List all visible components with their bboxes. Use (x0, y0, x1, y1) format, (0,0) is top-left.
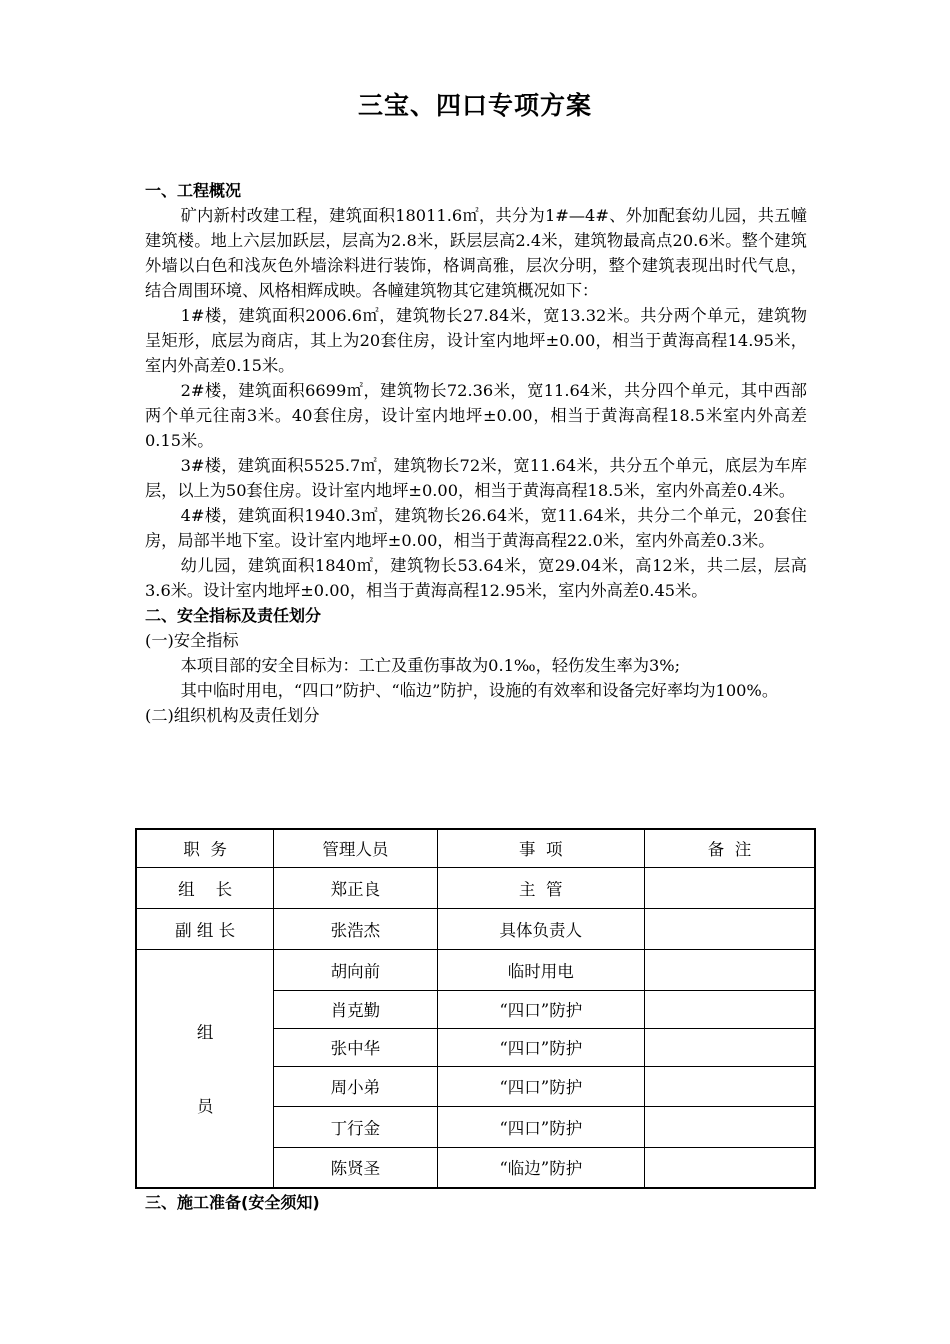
table-row (136, 908, 815, 949)
cell-manager: 张浩杰 (274, 908, 437, 949)
header-task: 事 项 (437, 829, 644, 867)
paragraph-safety-target: 本项目部的安全目标为：工亡及重伤事故为0.1‰，轻伤发生率为3%; (180, 656, 681, 675)
cell-remarks (644, 1147, 815, 1188)
cell-member-label (136, 949, 274, 1188)
table-row (136, 867, 815, 908)
paragraph-building-4: 4#楼，建筑面积1940.3㎡，建筑物长26.64米，宽11.64米，共分二个单元，20套住房，局部半地下室。设计室内地坪±0.00，相当于黄海高程22.0米，室内外高差0.3米。 (145, 506, 807, 550)
organization-table (135, 828, 816, 1189)
member-label-bottom: 员 (196, 1097, 214, 1117)
cell-manager: 胡向前 (274, 949, 437, 990)
cell-task: “四口”防护 (437, 1066, 644, 1106)
cell-task: “四口”防护 (437, 1028, 644, 1066)
cell-remarks (644, 1028, 815, 1066)
paragraph-overview: 矿内新村改建工程，建筑面积18011.6㎡，共分为1#—4#、外加配套幼儿园，共五幢建筑楼。地上六层加跃层，层高为2.8米，跃层层高2.4米，建筑物最高点20.6米。整个建筑外墙以白色和浅灰色外墙涂料进行装饰，格调高雅，层次分明，整个建筑表现出时代气息，结合周围环境、风格相辉成映。各幢建筑物其它建筑概况如下： (145, 206, 807, 300)
table-header-row (136, 829, 815, 867)
cell-remarks (644, 949, 815, 990)
document-body (145, 178, 807, 728)
document-title: 三宝、四口专项方案 (357, 91, 592, 120)
subheading-safety-targets: (一)安全指标 (145, 631, 239, 650)
cell-remarks (644, 1106, 815, 1147)
cell-task: “四口”防护 (437, 990, 644, 1028)
section-heading-preparation: 三、施工准备(安全须知) (145, 1193, 320, 1212)
member-label-top: 组 (196, 1023, 214, 1043)
cell-task: “临边”防护 (437, 1147, 644, 1188)
header-manager: 管理人员 (274, 829, 437, 867)
cell-remarks (644, 908, 815, 949)
cell-manager: 郑正良 (274, 867, 437, 908)
cell-manager: 丁行金 (274, 1106, 437, 1147)
header-position: 职 务 (136, 829, 274, 867)
subheading-organization: (二)组织机构及责任划分 (145, 706, 320, 725)
cell-position: 副 组 长 (136, 908, 274, 949)
paragraph-safety-rates: 其中临时用电，“四口”防护、“临边”防护，设施的有效率和设备完好率均为100%。 (180, 681, 779, 700)
paragraph-building-3: 3#楼，建筑面积5525.7㎡，建筑物长72米，宽11.64米，共分五个单元，底层为车库层，以上为50套住房。设计室内地坪±0.00，相当于黄海高程18.5米，室内外高差0.4米。 (145, 456, 807, 500)
cell-task: “四口”防护 (437, 1106, 644, 1147)
cell-manager: 张中华 (274, 1028, 437, 1066)
section-heading-safety: 二、安全指标及责任划分 (145, 606, 322, 625)
paragraph-building-2: 2#楼，建筑面积6699㎡，建筑物长72.36米，宽11.64米，共分四个单元，其中西部两个单元往南3米。40套住房，设计室内地坪±0.00，相当于黄海高程18.5米室内外高差0.15米。 (145, 381, 807, 450)
header-remarks: 备 注 (644, 829, 815, 867)
section-heading-overview: 一、工程概况 (145, 181, 242, 200)
cell-manager: 肖克勤 (274, 990, 437, 1028)
paragraph-kindergarten: 幼儿园，建筑面积1840㎡，建筑物长53.64米，宽29.04米，高12米，共二层，层高3.6米。设计室内地坪±0.00，相当于黄海高程12.95米，室内外高差0.45米。 (145, 556, 807, 600)
cell-task: 临时用电 (437, 949, 644, 990)
cell-remarks (644, 867, 815, 908)
cell-task: 主 管 (437, 867, 644, 908)
table-row (136, 949, 815, 990)
cell-remarks (644, 990, 815, 1028)
paragraph-building-1: 1#楼，建筑面积2006.6㎡，建筑物长27.84米，宽13.32米。共分两个单元，建筑物呈矩形，底层为商店，其上为20套住房，设计室内地坪±0.00，相当于黄海高程14.95米， 室内外高差0.15米。 (145, 306, 807, 375)
cell-manager: 陈贤圣 (274, 1147, 437, 1188)
cell-manager: 周小弟 (274, 1066, 437, 1106)
cell-task: 具体负责人 (437, 908, 644, 949)
cell-remarks (644, 1066, 815, 1106)
cell-position: 组 长 (136, 867, 274, 908)
